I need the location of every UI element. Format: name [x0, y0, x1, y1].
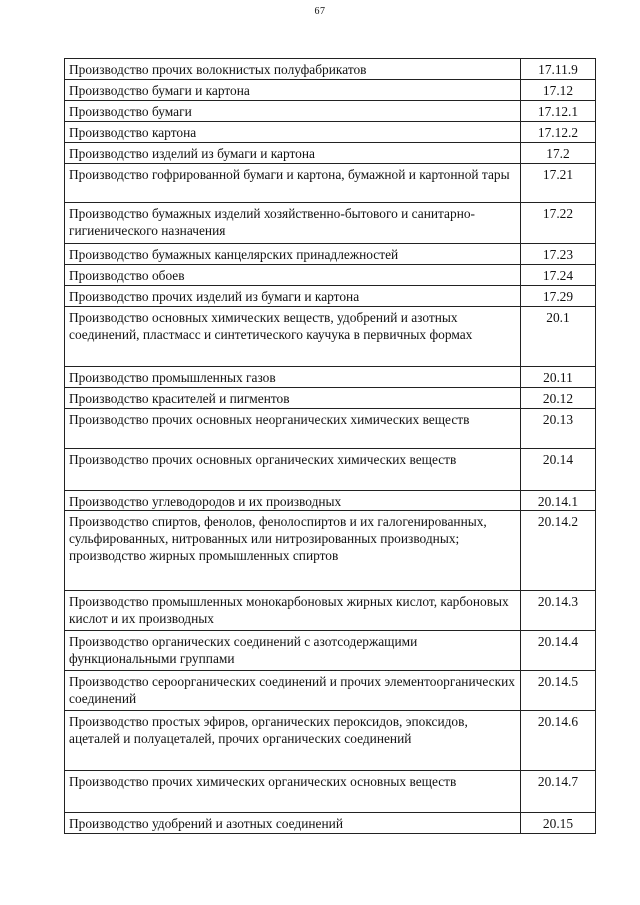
- activity-name-cell: Производство бумажных канцелярских принадлежностей: [65, 244, 521, 265]
- activity-code-cell: 20.14.3: [521, 591, 596, 631]
- activity-code-cell: 20.14.5: [521, 671, 596, 711]
- activity-code-cell: 20.11: [521, 367, 596, 388]
- activity-code-cell: 17.29: [521, 286, 596, 307]
- activity-name-cell: Производство прочих основных неорганических химических веществ: [65, 409, 521, 449]
- activity-name-cell: Производство промышленных монокарбоновых жирных кислот, карбоновых кислот и их производных: [65, 591, 521, 631]
- table-row: [65, 265, 596, 286]
- table-row: [65, 631, 596, 671]
- activity-name-cell: Производство картона: [65, 122, 521, 143]
- activity-code-cell: 17.22: [521, 203, 596, 244]
- activity-name-cell: Производство углеводородов и их производных: [65, 491, 521, 511]
- table-row: [65, 59, 596, 80]
- activity-name-cell: Производство обоев: [65, 265, 521, 286]
- activity-name-cell: Производство спиртов, фенолов, фенолоспиртов и их галогенированных, сульфированных, нитрованных или нитрозированных производных; производство жирных промышленных спиртов: [65, 511, 521, 591]
- activity-name-cell: Производство красителей и пигментов: [65, 388, 521, 409]
- activity-code-cell: 17.23: [521, 244, 596, 265]
- activity-name-cell: Производство органических соединений с азотсодержащими функциональными группами: [65, 631, 521, 671]
- activity-code-cell: 20.14.2: [521, 511, 596, 591]
- activity-name-cell: Производство бумажных изделий хозяйственно-бытового и санитарно-гигиенического назначения: [65, 203, 521, 244]
- table-row: [65, 449, 596, 491]
- activity-name-cell: Производство гофрированной бумаги и картона, бумажной и картонной тары: [65, 164, 521, 203]
- activity-code-cell: 20.13: [521, 409, 596, 449]
- table-row: [65, 143, 596, 164]
- activity-code-cell: 17.12.2: [521, 122, 596, 143]
- table-row: [65, 711, 596, 771]
- table-row: [65, 813, 596, 834]
- activity-name-cell: Производство простых эфиров, органических пероксидов, эпоксидов, ацеталей и полуацеталей, прочих органических соединений: [65, 711, 521, 771]
- table-row: [65, 80, 596, 101]
- activity-code-cell: 17.24: [521, 265, 596, 286]
- activity-name-cell: Производство прочих химических органических основных веществ: [65, 771, 521, 813]
- activity-code-cell: 20.14.7: [521, 771, 596, 813]
- table-row: [65, 244, 596, 265]
- table-row: [65, 388, 596, 409]
- activity-code-cell: 20.14.1: [521, 491, 596, 511]
- table-row: [65, 591, 596, 631]
- activity-code-cell: 17.21: [521, 164, 596, 203]
- table-row: [65, 671, 596, 711]
- activity-code-cell: 17.12.1: [521, 101, 596, 122]
- activity-name-cell: Производство прочих основных органических химических веществ: [65, 449, 521, 491]
- table-row: [65, 771, 596, 813]
- activity-name-cell: Производство бумаги и картона: [65, 80, 521, 101]
- activity-code-cell: 17.12: [521, 80, 596, 101]
- activity-name-cell: Производство бумаги: [65, 101, 521, 122]
- table-row: [65, 409, 596, 449]
- table-row: [65, 164, 596, 203]
- page-number: 67: [314, 6, 326, 17]
- table-row: [65, 101, 596, 122]
- table-row: [65, 122, 596, 143]
- table-row: [65, 203, 596, 244]
- table-row: [65, 367, 596, 388]
- activity-name-cell: Производство прочих изделий из бумаги и картона: [65, 286, 521, 307]
- table-row: [65, 491, 596, 511]
- activity-code-cell: 17.11.9: [521, 59, 596, 80]
- activity-code-cell: 20.12: [521, 388, 596, 409]
- activity-code-cell: 20.14.4: [521, 631, 596, 671]
- activity-name-cell: Производство основных химических веществ, удобрений и азотных соединений, пластмасс и синтетического каучука в первичных формах: [65, 307, 521, 367]
- table-row: [65, 286, 596, 307]
- activity-code-cell: 20.15: [521, 813, 596, 834]
- activity-code-cell: 20.1: [521, 307, 596, 367]
- activity-name-cell: Производство прочих волокнистых полуфабрикатов: [65, 59, 521, 80]
- table-row: [65, 511, 596, 591]
- activity-code-cell: 17.2: [521, 143, 596, 164]
- activity-name-cell: Производство сероорганических соединений и прочих элементоорганических соединений: [65, 671, 521, 711]
- activity-code-table: [64, 58, 596, 834]
- activity-name-cell: Производство удобрений и азотных соединений: [65, 813, 521, 834]
- activity-name-cell: Производство изделий из бумаги и картона: [65, 143, 521, 164]
- table-row: [65, 307, 596, 367]
- activity-name-cell: Производство промышленных газов: [65, 367, 521, 388]
- activity-code-cell: 20.14: [521, 449, 596, 491]
- activity-code-cell: 20.14.6: [521, 711, 596, 771]
